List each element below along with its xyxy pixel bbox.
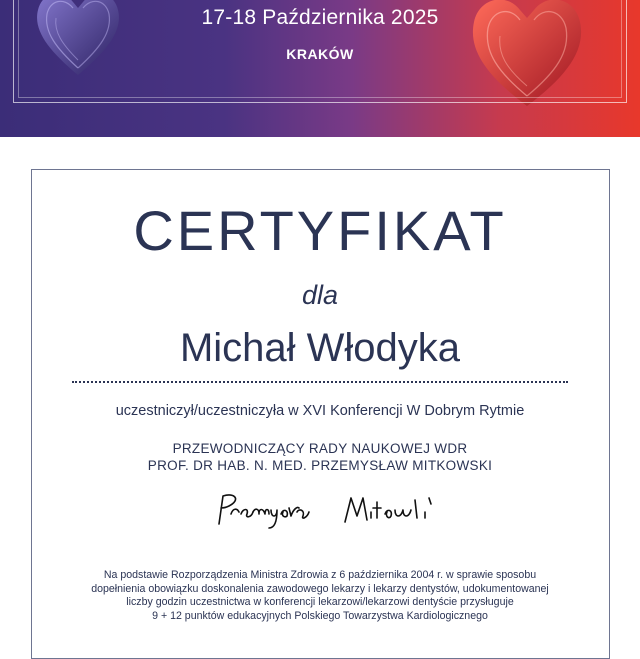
header-banner [0, 0, 640, 137]
legal-line: 9 + 12 punktów edukacyjnych Polskiego Towarzystwa Kardiologicznego [152, 609, 488, 622]
legal-line: dopełnienia obowiązku doskonalenia zawodowego lekarzy i lekarzy dentystów, udokumentowanej [91, 582, 549, 595]
chair-role: PRZEWODNICZĄCY RADY NAUKOWEJ WDR [172, 441, 468, 456]
event-city: KRAKÓW [286, 46, 354, 62]
legal-notice [80, 569, 560, 623]
certificate-for-label: dla [301, 280, 339, 310]
certificate-title: CERTYFIKAT [133, 199, 507, 262]
chair-name: PROF. DR HAB. N. MED. PRZEMYSŁAW MITKOWSKI [147, 458, 493, 473]
event-date: 17-18 Października 2025 [201, 6, 439, 29]
legal-line: Na podstawie Rozporządzenia Ministra Zdrowia z 6 października 2004 r. w sprawie sposobu [103, 569, 537, 581]
participation-text: uczestniczył/uczestniczyła w XVI Konferencji W Dobrym Rytmie [115, 403, 525, 419]
name-underline [72, 381, 568, 383]
recipient-name: Michał Włodyka [179, 326, 461, 370]
signature-image [205, 488, 445, 532]
legal-line: liczby godzin uczestnictwa w konferencji lekarzowi/lekarzowi dentyście przysługuje [126, 596, 514, 608]
